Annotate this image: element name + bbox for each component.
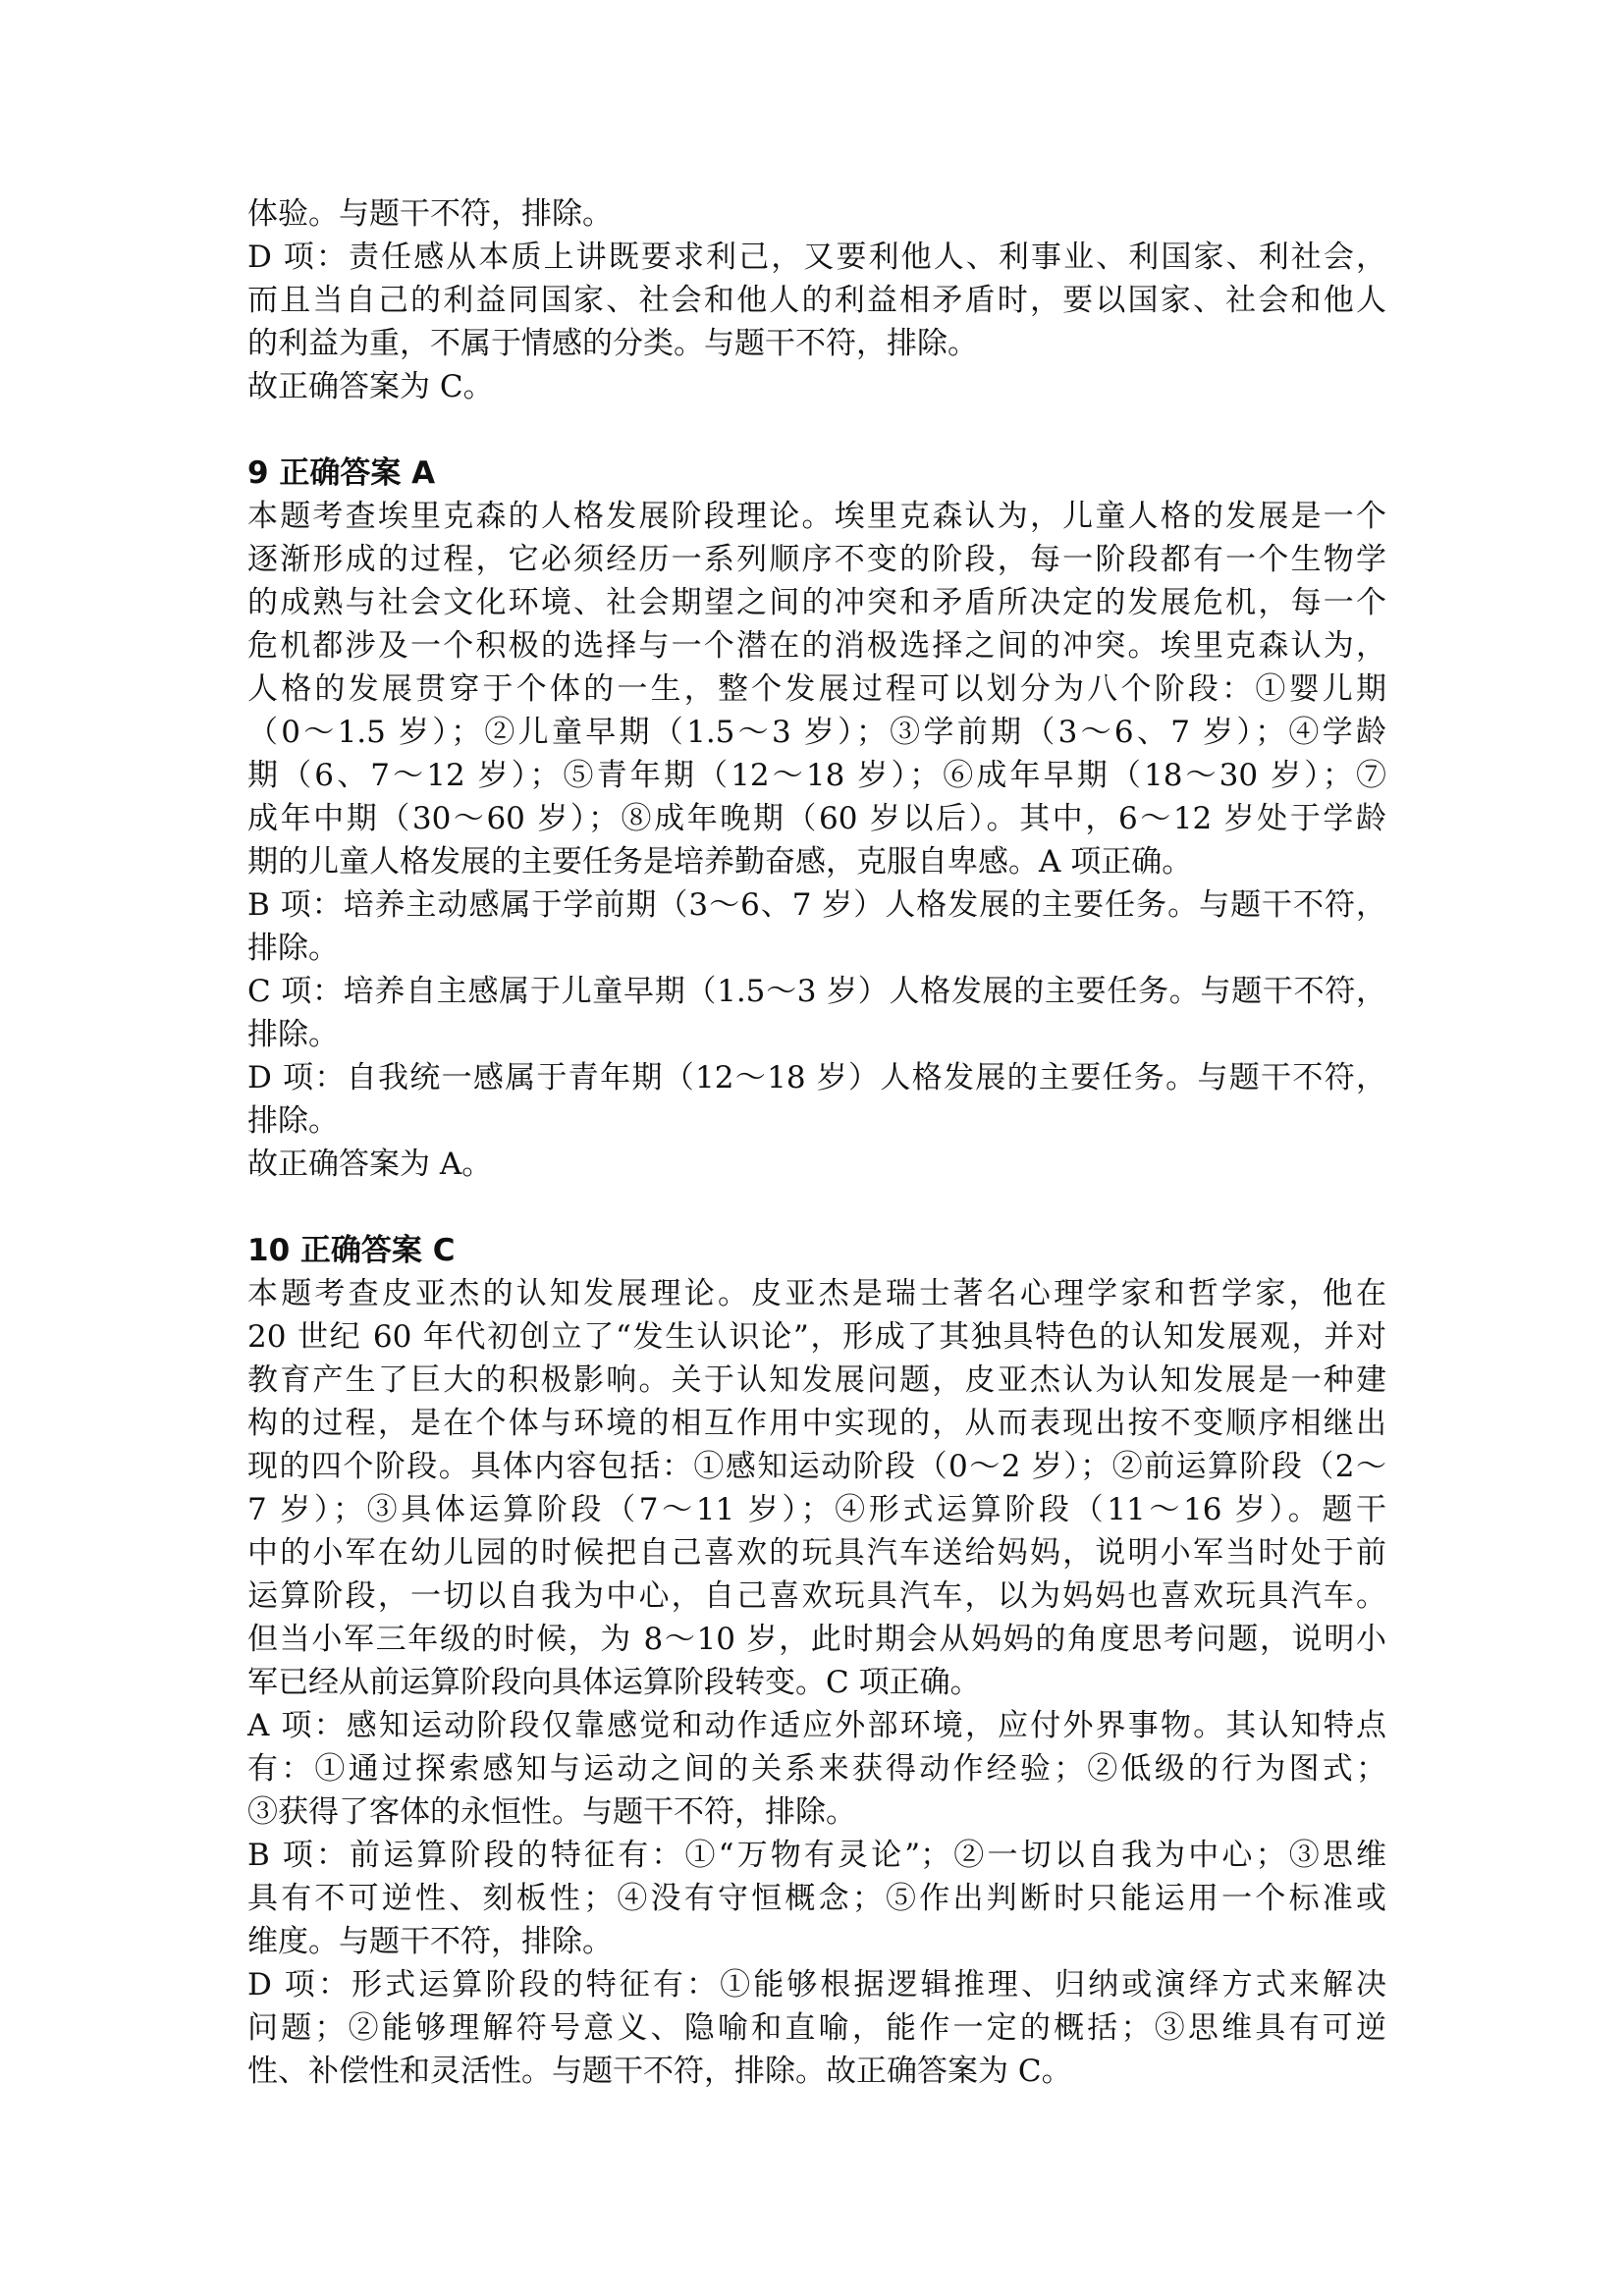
paragraph-line: 问题；②能够理解符号意义、隐喻和直喻，能作一定的概括；③思维具有可逆 (247, 2010, 1386, 2046)
paragraph-line: 排除。 (247, 1017, 339, 1052)
paragraph-line: 7 岁）；③具体运算阶段（7～11 岁）；④形式运算阶段（11～16 岁）。题干 (247, 1492, 1386, 1527)
paragraph-line: 排除。 (247, 1103, 339, 1139)
section-spacer (247, 1186, 1386, 1229)
paragraph-line: 期的儿童人格发展的主要任务是培养勤奋感，克服自卑感。A 项正确。 (247, 844, 1193, 880)
paragraph-line: 故正确答案为 A。 (247, 1147, 493, 1182)
paragraph-line: 而且当自己的利益同国家、社会和他人的利益相矛盾时，要以国家、社会和他人 (247, 283, 1386, 318)
paragraph-line: B 项：前运算阶段的特征有：①“万物有灵论”；②一切以自我为中心；③思维 (247, 1838, 1386, 1873)
answer-heading: 9 正确答案 A (247, 455, 436, 491)
paragraph-line: B 项：培养主动感属于学前期（3～6、7 岁）人格发展的主要任务。与题干不符， (247, 887, 1386, 923)
paragraph-line: 本题考查皮亚杰的认知发展理论。皮亚杰是瑞士著名心理学家和哲学家，他在 (247, 1276, 1386, 1311)
answer-section-8-continued (247, 192, 1386, 408)
answer-heading: 10 正确答案 C (247, 1233, 456, 1268)
paragraph-line: 有：①通过探索感知与运动之间的关系来获得动作经验；②低级的行为图式； (247, 1751, 1386, 1787)
paragraph-line: 性、补偿性和灵活性。与题干不符，排除。故正确答案为 C。 (247, 2054, 1072, 2089)
paragraph-line: 逐渐形成的过程，它必须经历一系列顺序不变的阶段，每一阶段都有一个生物学 (247, 542, 1386, 577)
paragraph-line: 现的四个阶段。具体内容包括：①感知运动阶段（0～2 岁）；②前运算阶段（2～ (247, 1449, 1386, 1484)
paragraph-line: 成年中期（30～60 岁）；⑧成年晚期（60 岁以后）。其中，6～12 岁处于学龄 (247, 801, 1386, 836)
paragraph-line: 运算阶段，一切以自我为中心，自己喜欢玩具汽车，以为妈妈也喜欢玩具汽车。 (247, 1578, 1386, 1614)
paragraph-line: 体验。与题干不符，排除。 (247, 196, 613, 232)
paragraph-line: （0～1.5 岁）；②儿童早期（1.5～3 岁）；③学前期（3～6、7 岁）；④学龄 (247, 715, 1386, 750)
paragraph-line: D 项：责任感从本质上讲既要求利己，又要利他人、利事业、利国家、利社会， (247, 240, 1386, 275)
paragraph-line: 军已经从前运算阶段向具体运算阶段转变。C 项正确。 (247, 1665, 981, 1700)
paragraph-line: 本题考查埃里克森的人格发展阶段理论。埃里克森认为，儿童人格的发展是一个 (247, 499, 1386, 534)
paragraph-line: 构的过程，是在个体与环境的相互作用中实现的，从而表现出按不变顺序相继出 (247, 1406, 1386, 1441)
paragraph-line: 期（6、7～12 岁）；⑤青年期（12～18 岁）；⑥成年早期（18～30 岁）；⑦ (247, 758, 1386, 793)
paragraph-line: 20 世纪 60 年代初创立了“发生认识论”，形成了其独具特色的认知发展观，并对 (247, 1319, 1386, 1355)
paragraph-line: 危机都涉及一个积极的选择与一个潜在的消极选择之间的冲突。埃里克森认为， (247, 628, 1386, 664)
paragraph-line: 维度。与题干不符，排除。 (247, 1924, 613, 1959)
answer-section-9 (247, 452, 1386, 1186)
section-spacer (247, 408, 1386, 452)
paragraph-line: 中的小军在幼儿园的时候把自己喜欢的玩具汽车送给妈妈，说明小军当时处于前 (247, 1535, 1386, 1571)
paragraph-line: 的利益为重，不属于情感的分类。与题干不符，排除。 (247, 326, 978, 361)
paragraph-line: 故正确答案为 C。 (247, 369, 494, 404)
paragraph-line: D 项：形式运算阶段的特征有：①能够根据逻辑推理、归纳或演绎方式来解决 (247, 1967, 1386, 2002)
paragraph-line: 具有不可逆性、刻板性；④没有守恒概念；⑤作出判断时只能运用一个标准或 (247, 1881, 1386, 1916)
document-page (247, 192, 1386, 2093)
paragraph-line: ③获得了客体的永恒性。与题干不符，排除。 (247, 1794, 856, 1830)
paragraph-line: 教育产生了巨大的积极影响。关于认知发展问题，皮亚杰认为认知发展是一种建 (247, 1362, 1386, 1398)
paragraph-line: 排除。 (247, 931, 339, 966)
paragraph-line: 人格的发展贯穿于个体的一生，整个发展过程可以划分为八个阶段：①婴儿期 (247, 671, 1386, 707)
paragraph-line: A 项：感知运动阶段仅靠感觉和动作适应外部环境，应付外界事物。其认知特点 (247, 1708, 1386, 1743)
answer-section-10 (247, 1229, 1386, 2093)
paragraph-line: C 项：培养自主感属于儿童早期（1.5～3 岁）人格发展的主要任务。与题干不符， (247, 974, 1386, 1009)
paragraph-line: 但当小军三年级的时候，为 8～10 岁，此时期会从妈妈的角度思考问题，说明小 (247, 1622, 1386, 1657)
paragraph-line: 的成熟与社会文化环境、社会期望之间的冲突和矛盾所决定的发展危机，每一个 (247, 585, 1386, 620)
paragraph-line: D 项：自我统一感属于青年期（12～18 岁）人格发展的主要任务。与题干不符， (247, 1060, 1386, 1095)
